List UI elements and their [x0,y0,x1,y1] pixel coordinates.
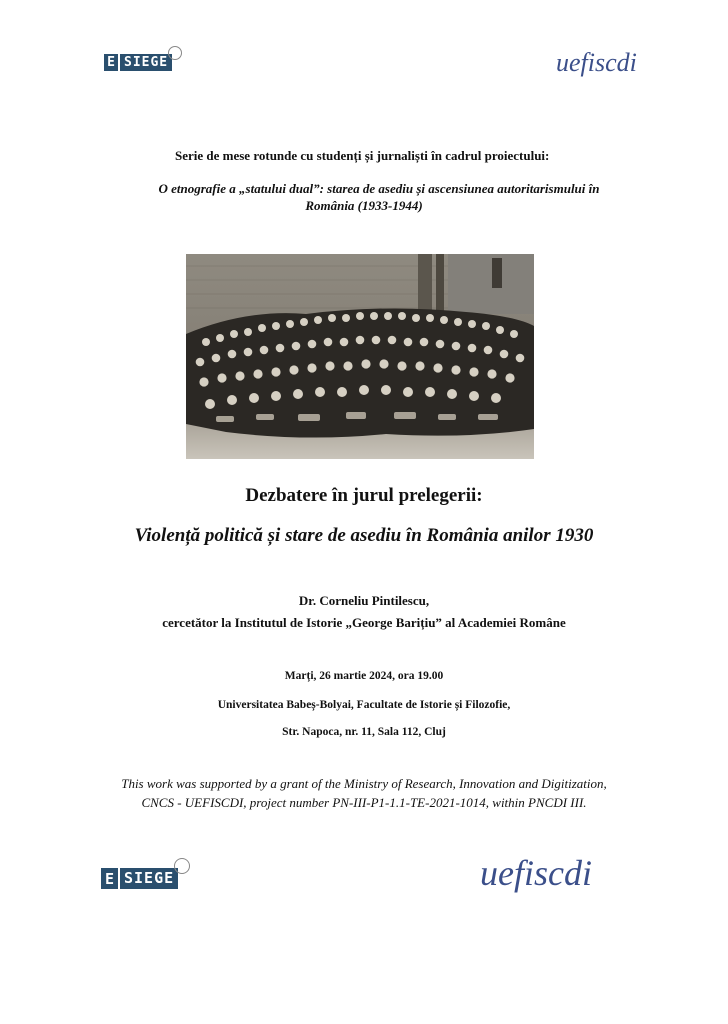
speaker-name: Dr. Corneliu Pintilescu, [298,593,430,608]
project-title-line-1 [15,181,728,197]
esiege-logo-bottom [101,868,178,889]
event-venue: Universitatea Babeș-Bolyai, Facultate de Istorie și Filozofie, [217,699,511,711]
logo-swirl-icon [168,46,182,60]
esiege-logo-top [104,54,172,71]
funding-ack-line-2: CNCS - UEFISCDI, project number PN-III-P1-1.1-TE-2021-1014, within PNCDI III. [141,795,587,810]
logo-swirl-icon [174,858,190,874]
esiege-logo-word: SIEGE [120,54,172,71]
historical-group-photo [186,254,534,459]
esiege-logo-letter: E [104,54,118,71]
speaker-affiliation: cercetător la Institutul de Istorie „George Barițiu” al Academiei Române [162,615,566,630]
group-photo-graphic [186,254,534,459]
funding-ack-line-1: This work was supported by a grant of the Ministry of Research, Innovation and Digitization, [121,776,607,791]
event-date: Marți, 26 martie 2024, ora 19.00 [284,670,444,682]
series-intro: Serie de mese rotunde cu studenți și jurnaliști în cadrul proiectului: [175,148,550,163]
lecture-title: Violență politică și stare de asediu în România anilor 1930 [134,525,594,546]
esiege-logo-word: SIEGE [120,868,178,889]
esiege-logo-letter: E [101,868,118,889]
uefiscdi-logo-bottom: uefiscdi [480,853,592,893]
project-title-quoted: O etnografie a „statului dual” [158,181,320,196]
event-address: Str. Napoca, nr. 11, Sala 112, Cluj [282,726,446,738]
debate-title: Dezbatere în jurul prelegerii: [245,485,483,506]
project-title-line-2: România (1933-1944) [305,198,423,213]
uefiscdi-logo-top: uefiscdi [556,48,637,77]
project-title-rest: : starea de asediu și ascensiunea autoritarismului în [319,181,600,196]
